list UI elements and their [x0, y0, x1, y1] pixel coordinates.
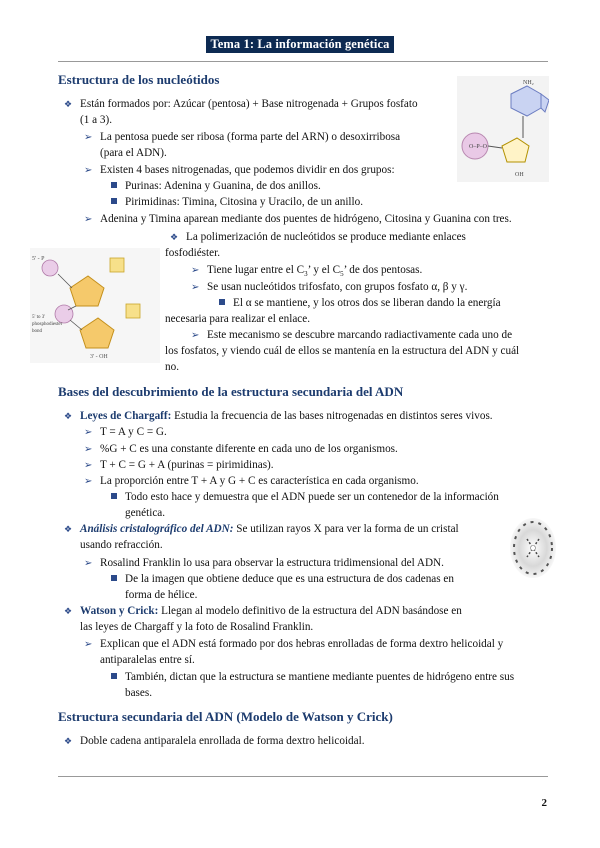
arrow-bullet-icon: ➢ — [84, 444, 93, 455]
list-item: Purinas: Adenina y Guanina, de dos anillos. — [111, 178, 321, 194]
square-bullet-icon — [111, 182, 117, 188]
list-item: ➢ Adenina y Timina aparean mediante dos puentes de hidrógeno, Citosina y Guanina con tres. — [84, 211, 512, 228]
list-item-continuation: (1 a 3). — [80, 114, 112, 126]
square-bullet-icon — [111, 575, 117, 581]
list-item: ➢ Existen 4 bases nitrogenadas, que podemos dividir en dos grupos: — [84, 162, 395, 179]
arrow-bullet-icon: ➢ — [84, 165, 93, 176]
list-item-continuation: necesaria para realizar el enlace. — [165, 313, 311, 325]
square-bullet-icon — [219, 299, 225, 305]
svg-text:OH: OH — [515, 172, 524, 178]
page-number: 2 — [541, 797, 547, 809]
list-item: También, dictan que la estructura se mantiene mediante puentes de hidrógeno entre sus — [111, 669, 514, 685]
diamond-bullet-icon: ❖ — [64, 524, 73, 534]
list-item: ❖ Doble cadena antiparalela enrollada de forma dextro helicoidal. — [64, 735, 365, 747]
arrow-bullet-icon: ➢ — [84, 460, 93, 471]
arrow-bullet-icon: ➢ — [84, 639, 93, 650]
arrow-bullet-icon: ➢ — [84, 132, 93, 143]
arrow-bullet-icon: ➢ — [191, 282, 200, 293]
list-item: ❖ Están formados por: Azúcar (pentosa) + Base nitrogenada + Grupos fosfato — [64, 98, 418, 110]
list-item-continuation: no. — [165, 361, 179, 373]
arrow-bullet-icon: ➢ — [84, 214, 93, 225]
list-item: ➢ Rosalind Franklin lo usa para observar la estructura tridimensional del ADN. — [84, 555, 444, 572]
phosphodiester-bond-figure — [30, 248, 160, 363]
diamond-bullet-icon: ❖ — [64, 736, 73, 746]
square-bullet-icon — [111, 493, 117, 499]
list-item: ➢ Este mecanismo se descubre marcando radiactivamente cada uno de — [191, 327, 512, 344]
list-item: Pirimidinas: Timina, Citosina y Uracilo, de un anillo. — [111, 194, 363, 210]
arrow-bullet-icon: ➢ — [84, 427, 93, 438]
svg-text:phosphodiester: phosphodiester — [32, 322, 63, 327]
section-heading-nucleotides: Estructura de los nucleótidos — [58, 72, 220, 87]
svg-text:O–P–O: O–P–O — [469, 144, 488, 150]
list-item: ❖ La polimerización de nucleótidos se produce mediante enlaces — [170, 231, 466, 243]
title-wrap — [0, 35, 600, 53]
list-item: Todo esto hace y demuestra que el ADN puede ser un contenedor de la información — [111, 489, 499, 505]
list-item: ❖ Watson y Crick: Llegan al modelo definitivo de la estructura del ADN basándose en — [64, 605, 462, 617]
xray-diffraction-figure — [509, 517, 557, 579]
arrow-bullet-icon: ➢ — [191, 330, 200, 341]
list-item-continuation: forma de hélice. — [125, 589, 198, 601]
list-item: ➢ La pentosa puede ser ribosa (forma parte del ARN) o desoxirribosa — [84, 129, 400, 146]
list-item: ➢ T = A y C = G. — [84, 424, 167, 441]
list-item: ➢ Tiene lugar entre el $C_3$’ y el $C_5$’ de dos pentosas. — [191, 264, 423, 279]
list-item-continuation: usando refracción. — [80, 539, 163, 551]
arrow-bullet-icon: ➢ — [84, 558, 93, 569]
list-item: ➢ %G + C es una constante diferente en cada uno de los organismos. — [84, 441, 398, 458]
diamond-bullet-icon: ❖ — [64, 411, 73, 421]
list-item: ❖ Análisis cristalográfico del ADN: Se utilizan rayos X para ver la forma de un cristal — [64, 523, 459, 535]
title-divider — [58, 61, 548, 62]
arrow-bullet-icon: ➢ — [191, 265, 200, 276]
svg-text:5' to 3': 5' to 3' — [32, 315, 46, 320]
nucleotide-structure-figure — [457, 76, 549, 182]
list-item: ➢ Explican que el ADN está formado por dos hebras enrolladas de forma dextro helicoidal y — [84, 636, 503, 653]
list-item: ❖ Leyes de Chargaff: Estudia la frecuencia de las bases nitrogenadas en distintos seres vivos. — [64, 410, 493, 422]
svg-text:NH₂: NH₂ — [523, 80, 534, 86]
list-item-continuation: las leyes de Chargaff y la foto de Rosalind Franklin. — [80, 621, 314, 633]
arrow-bullet-icon: ➢ — [84, 476, 93, 487]
footer-divider — [58, 776, 548, 777]
list-item-continuation: antiparalelas entre sí. — [100, 654, 195, 666]
list-item-continuation: genética. — [125, 507, 166, 519]
svg-text:bond: bond — [32, 329, 42, 334]
list-item-continuation: fosfodiéster. — [165, 247, 220, 259]
list-item: ➢ Se usan nucleótidos trifosfato, con grupos fosfato α, β y γ. — [191, 279, 467, 296]
diamond-bullet-icon: ❖ — [170, 232, 179, 242]
list-item: ➢ T + C = G + A (purinas = pirimidinas). — [84, 457, 274, 474]
section-heading-watson-crick-model: Estructura secundaria del ADN (Modelo de Watson y Crick) — [58, 709, 393, 724]
list-item: ➢ La proporción entre T + A y G + C es característica en cada organismo. — [84, 473, 419, 490]
list-item: El α se mantiene, y los otros dos se liberan dando la energía — [219, 295, 501, 311]
figure-label: 3' - OH — [90, 354, 108, 360]
page-title: Tema 1: La información genética — [206, 36, 393, 53]
square-bullet-icon — [111, 673, 117, 679]
list-item-continuation: los fosfatos, y viendo cuál de ellos se mantenía en la estructura del ADN y cuál — [165, 345, 520, 357]
figure-label: 5' - P — [32, 256, 45, 262]
diamond-bullet-icon: ❖ — [64, 606, 73, 616]
list-item-continuation: (para el ADN). — [100, 147, 167, 159]
diamond-bullet-icon: ❖ — [64, 99, 73, 109]
list-item-continuation: bases. — [125, 687, 153, 699]
list-item: De la imagen que obtiene deduce que es una estructura de dos cadenas en — [111, 571, 454, 587]
section-heading-discovery: Bases del descubrimiento de la estructura secundaria del ADN — [58, 384, 404, 399]
square-bullet-icon — [111, 198, 117, 204]
